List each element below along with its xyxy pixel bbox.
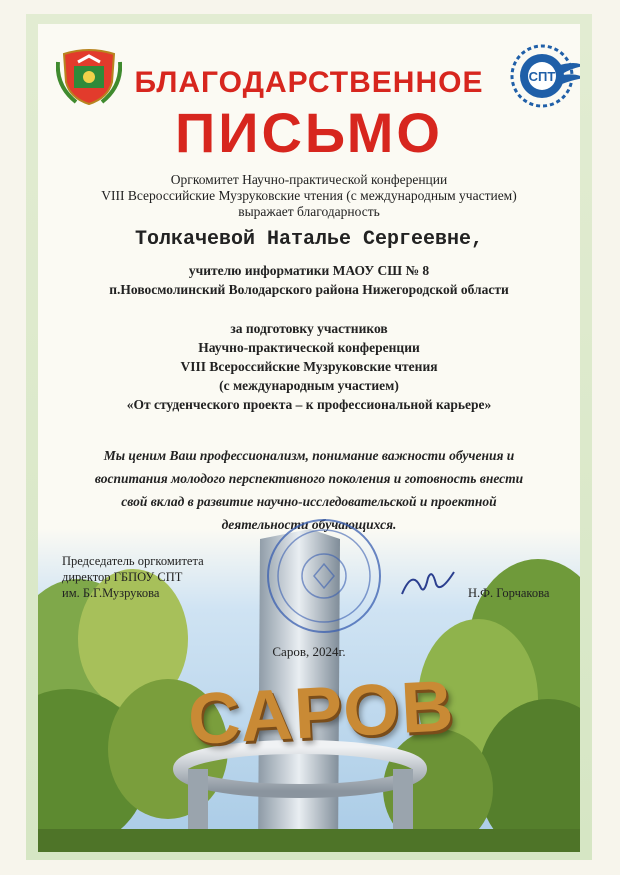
signature-icon: [398, 564, 458, 604]
certificate-title-line2: ПИСЬМО: [174, 101, 443, 164]
reason-line-2: Научно-практической конференции: [198, 340, 420, 355]
reason-line-4: (с международным участием): [219, 378, 399, 393]
appreciation-line-4: деятельности обучающихся.: [221, 517, 397, 532]
organizer-line-1: Оргкомитет Научно-практической конференции: [170, 172, 448, 187]
logo-text: СПТ: [528, 69, 556, 84]
place-date: Саров, 2024г.: [272, 644, 346, 659]
reason-line-1: за подготовку участников: [230, 321, 388, 336]
recipient-name: Толкачевой Наталье Сергеевне,: [134, 228, 484, 251]
recipient-detail-2: п.Новосмолинский Володарского района Нижегородской области: [109, 282, 509, 297]
monument-letters: САРОВ: [186, 666, 458, 760]
recipient-detail-1: учителю информатики МАОУ СШ № 8: [188, 263, 430, 278]
signatory-position-2: директор ГБПОУ СПТ: [62, 570, 183, 584]
organizer-line-2: VIII Всероссийские Музруковские чтения (с международным участием): [101, 188, 517, 203]
round-stamp-icon: [264, 516, 384, 636]
signatory-name: Н.Ф. Горчакова: [468, 586, 550, 600]
certificate-title-line1: БЛАГОДАРСТВЕННОЕ: [134, 66, 484, 99]
signatory-position-1: Председатель оргкомитета: [62, 554, 204, 568]
reason-line-3: VIII Всероссийские Музруковские чтения: [180, 359, 438, 374]
appreciation-line-1: Мы ценим Ваш профессионализм, понимание важности обучения и: [103, 448, 515, 463]
organizer-line-3: выражает благодарность: [238, 204, 380, 219]
certificate-body: [38, 24, 580, 852]
signatory-position-3: им. Б.Г.Музрукова: [62, 586, 160, 600]
appreciation-line-3: свой вклад в развитие научно-исследовательской и проектной: [121, 494, 497, 509]
reason-line-5: «От студенческого проекта – к профессиональной карьере»: [126, 397, 492, 412]
appreciation-line-2: воспитания молодого перспективного поколения и готовность внести: [94, 471, 524, 486]
